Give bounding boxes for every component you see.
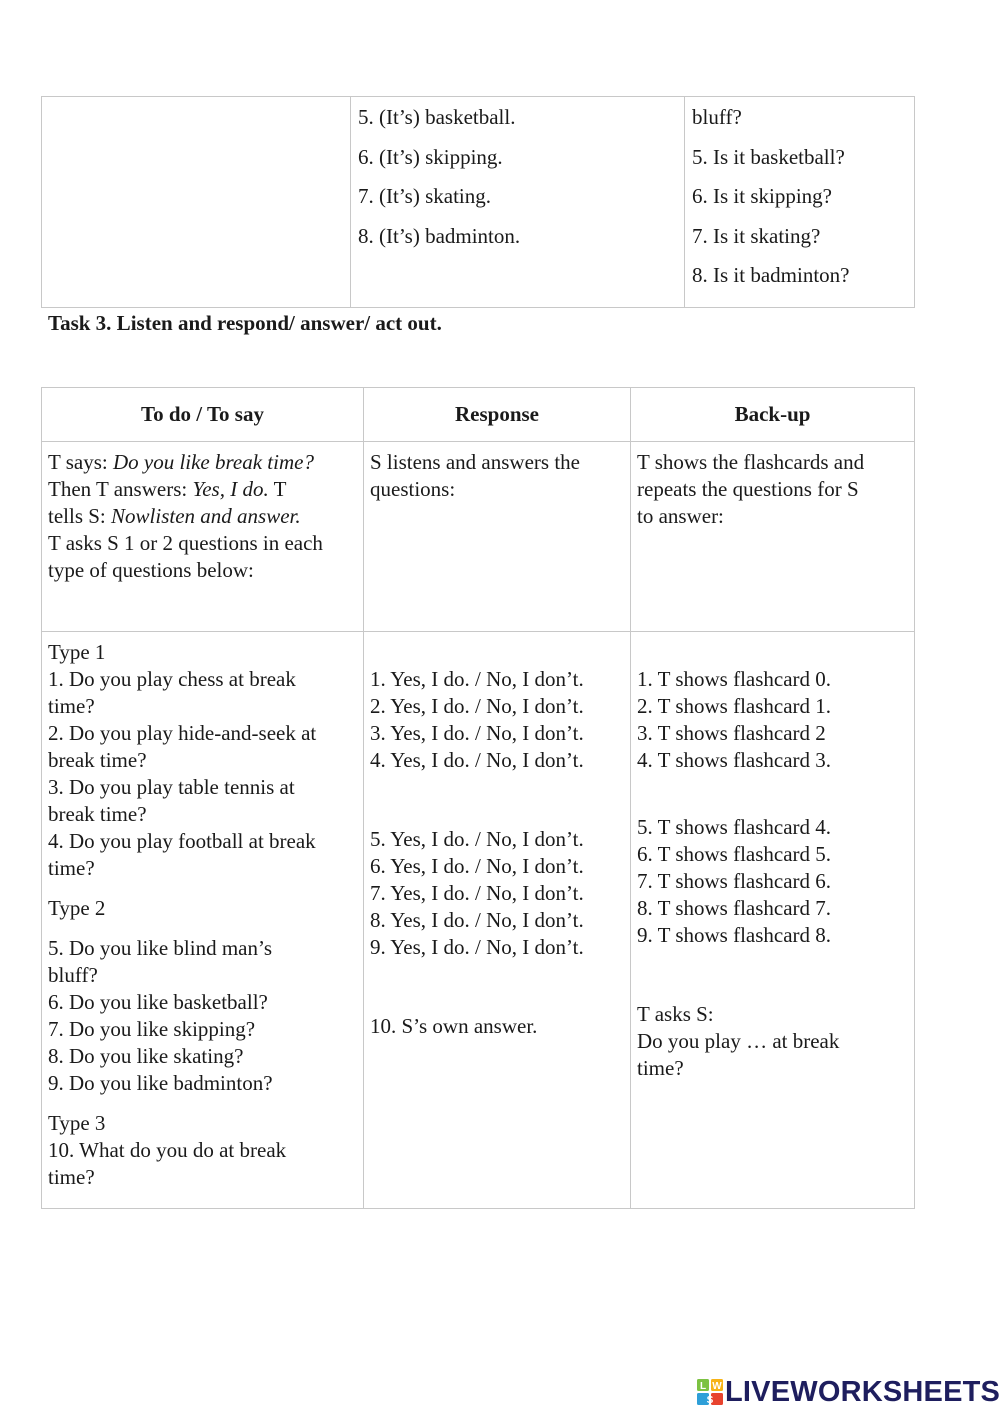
question-line: 4. Do you play football at break [48,829,316,853]
question-line: 6. Is it skipping? [692,184,832,209]
intro-text: type of questions below: [48,558,254,582]
question-line: bluff? [48,963,98,987]
answer-line: 3. Yes, I do. / No, I don’t. [370,721,584,745]
svg-text:W: W [712,1381,722,1392]
answer-line: 6. (It’s) skipping. [358,144,503,169]
backup-line: T asks S: [637,1002,714,1026]
svg-text:S: S [706,1395,714,1405]
intro-text: Then T answers: [48,477,193,501]
intro-backup-cell [631,442,915,632]
intro-answer: Yes, I do. [192,477,269,501]
backup-cell [631,632,915,1209]
questions-cell [42,632,364,1209]
answer-line: 7. Yes, I do. / No, I don’t. [370,881,584,905]
header-response: Response [364,388,631,442]
question-line: 7. Is it skating? [692,223,821,248]
question-line: 8. Is it badminton? [692,263,850,288]
liveworksheets-logo-icon [697,1379,723,1405]
intro-todo-cell [42,442,364,632]
question-line: time? [48,694,95,718]
answer-line: 8. (It’s) badminton. [358,223,521,248]
empty-cell [42,97,351,308]
intro-text: T asks S 1 or 2 questions in each [48,531,323,555]
backup-text: repeats the questions for S [637,477,859,501]
response-text: questions: [370,477,456,501]
backup-line: 5. T shows flashcard 4. [637,815,832,839]
question-line: 5. Do you like blind man’s [48,936,272,960]
answer-line: 7. (It’s) skating. [358,184,491,209]
backup-line: time? [637,1056,684,1080]
intro-question: Do you like break time? [112,450,314,474]
questions-cell [685,97,915,308]
question-line: break time? [48,748,147,772]
response-text: S listens and answers the [370,450,580,474]
liveworksheets-logo[interactable] [697,1375,1000,1409]
backup-line: 1. T shows flashcard 0. [637,667,832,691]
answer-line: 5. (It’s) basketball. [358,105,516,129]
question-line: 9. Do you like badminton? [48,1071,273,1095]
answer-line: 10. S’s own answer. [370,1014,538,1038]
answer-line: 8. Yes, I do. / No, I don’t. [370,908,584,932]
question-line: time? [48,1165,95,1189]
backup-line: 2. T shows flashcard 1. [637,694,832,718]
backup-line: 7. T shows flashcard 6. [637,869,832,893]
question-line: 2. Do you play hide-and-seek at [48,721,317,745]
backup-text: to answer: [637,504,724,528]
question-line: 3. Do you play table tennis at [48,775,295,799]
question-line: 5. Is it basketball? [692,144,845,169]
intro-text: T says: [48,450,113,474]
question-line: bluff? [692,105,742,129]
answer-line: 5. Yes, I do. / No, I don’t. [370,827,584,851]
answers-cell [364,632,631,1209]
backup-text: T shows the flashcards and [637,450,865,474]
question-line: 7. Do you like skipping? [48,1017,256,1041]
question-line: break time? [48,802,147,826]
backup-line: Do you play … at break [637,1029,840,1053]
svg-text:L: L [699,1381,707,1392]
backup-line: 4. T shows flashcard 3. [637,748,832,772]
header-backup: Back-up [631,388,915,442]
backup-line: 8. T shows flashcard 7. [637,896,832,920]
intro-instruction: Nowlisten and answer. [111,504,301,528]
question-line: 10. What do you do at break [48,1138,287,1162]
backup-line: 3. T shows flashcard 2 [637,721,826,745]
task-heading: Task 3. Listen and respond/ answer/ act out. [48,311,442,335]
question-line: 1. Do you play chess at break [48,667,296,691]
question-line: 8. Do you like skating? [48,1044,244,1068]
intro-response-cell [364,442,631,632]
answer-line: 2. Yes, I do. / No, I don’t. [370,694,584,718]
question-line: 6. Do you like basketball? [48,990,268,1014]
question-line: time? [48,856,95,880]
intro-text: T [268,477,287,501]
intro-text: tells S: [48,504,112,528]
answer-line: 4. Yes, I do. / No, I don’t. [370,748,584,772]
brand-name: LIVEWORKSHEETS [725,1376,1000,1408]
previous-task-table [41,96,915,308]
answer-line: 1. Yes, I do. / No, I don’t. [370,667,584,691]
backup-line: 9. T shows flashcard 8. [637,923,832,947]
answer-line: 9. Yes, I do. / No, I don’t. [370,935,584,959]
answers-cell [351,97,685,308]
backup-line: 6. T shows flashcard 5. [637,842,832,866]
answer-line: 6. Yes, I do. / No, I don’t. [370,854,584,878]
task3-table [41,387,915,1209]
type-label: Type 3 [48,1111,106,1135]
type-label: Type 2 [48,896,106,920]
type-label: Type 1 [48,640,106,664]
header-todo: To do / To say [42,388,364,442]
